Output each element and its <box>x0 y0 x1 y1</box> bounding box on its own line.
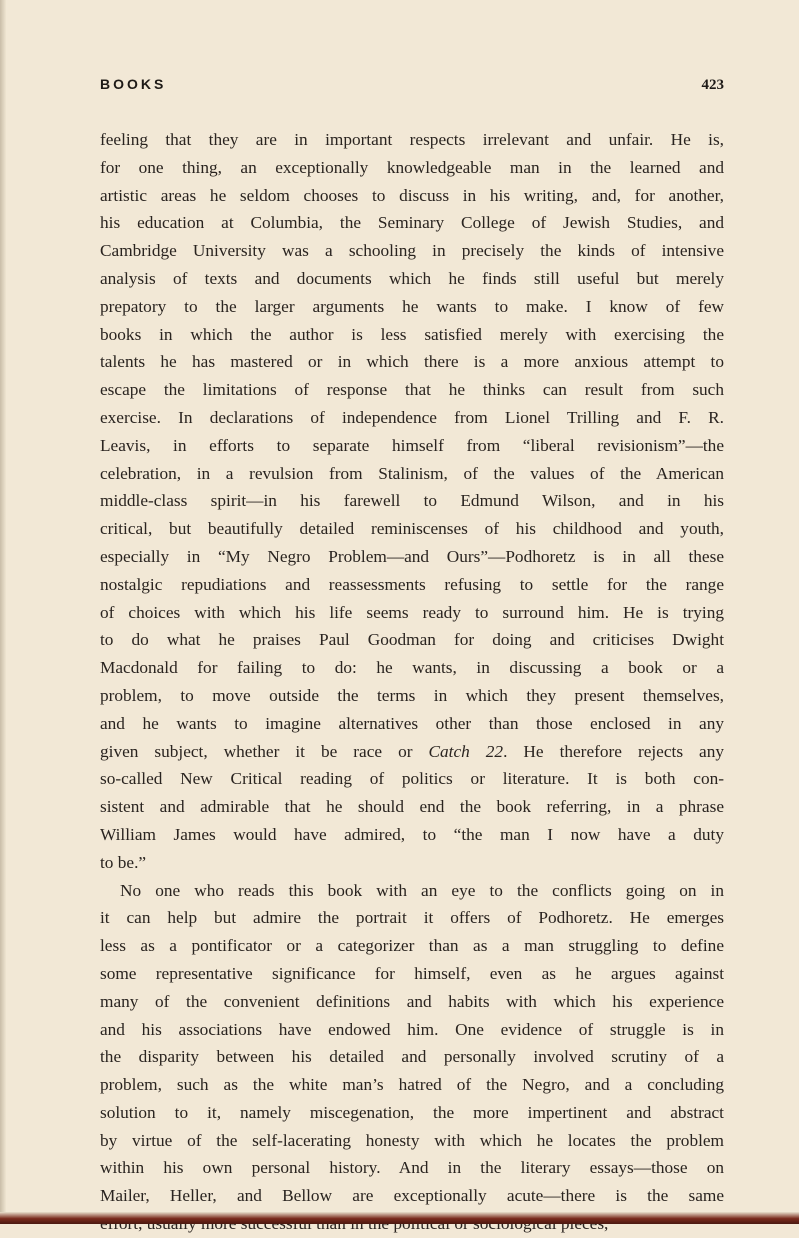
text-line: within his own personal history. And in the literary essays—those on <box>100 1158 724 1178</box>
text-line: Cambridge University was a schooling in precisely the kinds of intensive <box>100 241 724 261</box>
text-line: middle-class spirit—in his farewell to Edmund Wilson, and in his <box>100 491 724 511</box>
text-line: books in which the author is less satisfied merely with exercising the <box>100 324 724 344</box>
text-line: problem, such as the white man’s hatred of the Negro, and a concluding <box>100 1075 724 1095</box>
text-line: and his associations have endowed him. One evidence of struggle is in <box>100 1019 724 1039</box>
text-line: feeling that they are in important respects irrelevant and unfair. He is, <box>100 130 724 149</box>
text-line: to do what he praises Paul Goodman for doing and criticises Dwight <box>100 630 724 650</box>
text-line: of choices with which his life seems ready to surround him. He is trying <box>100 602 724 622</box>
text-line: some representative significance for himself, even as he argues against <box>100 963 724 983</box>
text-line: it can help but admire the portrait it offers of Podhoretz. He emerges <box>100 908 724 928</box>
text-line: Leavis, in efforts to separate himself from “liberal revisionism”—the <box>100 435 724 455</box>
text-line: escape the limitations of response that he thinks can result from such <box>100 380 724 400</box>
text-line: nostalgic repudiations and reassessments refusing to settle for the range <box>100 574 724 594</box>
text-line: especially in “My Negro Problem—and Ours”—Podhoretz is in all these <box>100 546 724 566</box>
text-line: the disparity between his detailed and personally involved scrutiny of a <box>100 1047 724 1067</box>
paragraph <box>100 877 724 1238</box>
text-line: exercise. In declarations of independence from Lionel Trilling and F. R. <box>100 407 724 427</box>
text-line: so-called New Critical reading of politics or literature. It is both con- <box>100 769 724 789</box>
text-line: Mailer, Heller, and Bellow are exceptionally acute—there is the same <box>100 1186 724 1206</box>
text-line: critical, but beautifully detailed reminiscenses of his childhood and youth, <box>100 519 724 539</box>
text-line: less as a pontificator or a categorizer than as a man struggling to define <box>100 936 724 956</box>
text-line: analysis of texts and documents which he finds still useful but merely <box>100 268 724 288</box>
text-line: celebration, in a revulsion from Stalinism, of the values of the American <box>100 463 724 483</box>
text-line: sistent and admirable that he should end the book referring, in a phrase <box>100 797 724 817</box>
text-line: to be.” <box>100 852 147 872</box>
text-line: Macdonald for failing to do: he wants, in discussing a book or a <box>100 658 724 678</box>
text-line: No one who reads this book with an eye to the conflicts going on in <box>120 880 724 900</box>
text-line: solution to it, namely miscegenation, the more impertinent and abstract <box>100 1102 724 1122</box>
text-line: and he wants to imagine alternatives other than those enclosed in any <box>100 713 724 733</box>
body-text <box>100 126 724 1238</box>
text-line: many of the convenient definitions and habits with which his experience <box>100 991 724 1011</box>
text-line: by virtue of the self-lacerating honesty with which he locates the problem <box>100 1130 724 1150</box>
running-head <box>100 76 724 100</box>
section-label: BOOKS <box>100 76 167 92</box>
text-line: problem, to move outside the terms in which they present themselves, <box>100 685 724 705</box>
text-line: talents he has mastered or in which there is a more anxious attempt to <box>100 352 724 372</box>
text-line: artistic areas he seldom chooses to discuss in his writing, and, for another, <box>100 185 724 205</box>
page-bottom-edge <box>0 1212 799 1224</box>
text-line: given subject, whether it be race or Catch 22. He therefore rejects any <box>100 741 725 761</box>
text-line: his education at Columbia, the Seminary College of Jewish Studies, and <box>100 213 724 233</box>
text-line: William James would have admired, to “the man I now have a duty <box>100 824 724 844</box>
paragraph <box>100 126 724 877</box>
page-number: 423 <box>701 77 724 93</box>
text-line: for one thing, an exceptionally knowledgeable man in the learned and <box>100 157 724 177</box>
text-line: prepatory to the larger arguments he wants to make. I know of few <box>100 296 724 316</box>
page-edge-shadow <box>0 0 6 1224</box>
